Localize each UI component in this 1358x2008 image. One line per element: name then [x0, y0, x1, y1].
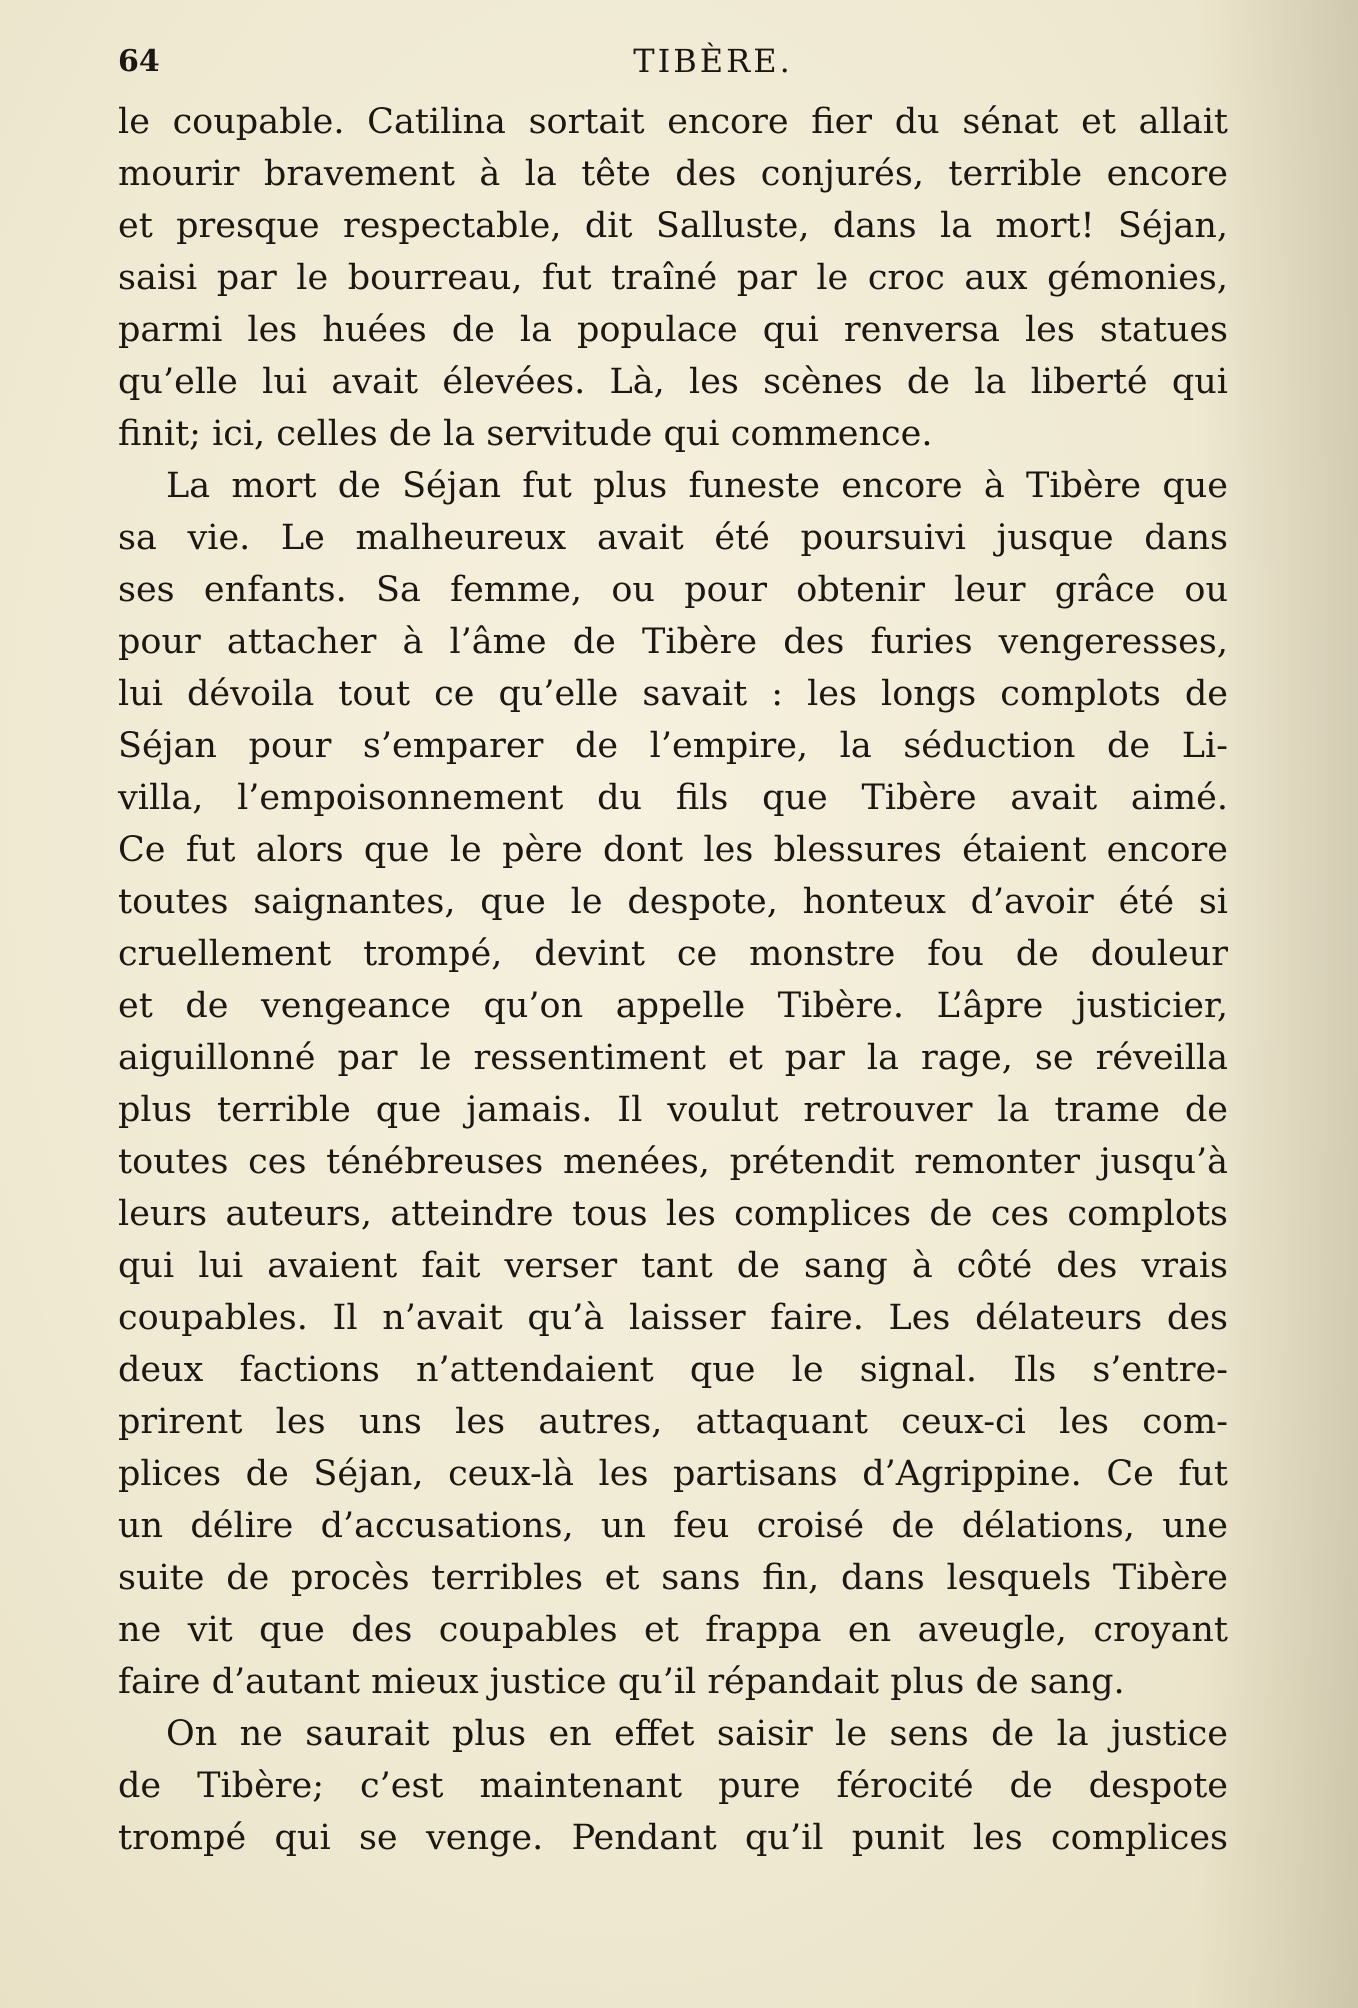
text-line: Ce fut alors que le père dont les blessures étaient encore [118, 830, 1228, 870]
page-header [118, 40, 1248, 90]
text-line: villa, l’empoisonnement du fils que Tibère avait aimé. [118, 778, 1228, 818]
page-number: 64 [118, 44, 160, 79]
running-head: TIBÈRE. [633, 42, 793, 80]
text-line: pour attacher à l’âme de Tibère des furies vengeresses, [118, 622, 1228, 662]
text-line: coupables. Il n’avait qu’à laisser faire. Les délateurs des [118, 1298, 1228, 1338]
text-line: faire d’autant mieux justice qu’il répandait plus de sang. [118, 1662, 1125, 1702]
text-line: aiguillonné par le ressentiment et par la rage, se réveilla [118, 1038, 1228, 1078]
text-line: suite de procès terribles et sans fin, dans lesquels Tibère [118, 1558, 1228, 1598]
text-line: mourir bravement à la tête des conjurés, terrible encore [118, 154, 1228, 194]
text-line: le coupable. Catilina sortait encore fier du sénat et allait [118, 102, 1228, 142]
text-line: La mort de Séjan fut plus funeste encore à Tibère que [166, 466, 1228, 506]
text-line: et de vengeance qu’on appelle Tibère. L’âpre justicier, [118, 986, 1228, 1026]
text-line: plices de Séjan, ceux-là les partisans d’Agrippine. Ce fut [118, 1454, 1228, 1494]
text-line: et presque respectable, dit Salluste, dans la mort! Séjan, [118, 206, 1228, 246]
text-line: deux factions n’attendaient que le signal. Ils s’entre- [118, 1350, 1228, 1390]
text-line: qui lui avaient fait verser tant de sang à côté des vrais [118, 1246, 1228, 1286]
text-line: toutes saignantes, que le despote, honteux d’avoir été si [118, 882, 1228, 922]
text-line: plus terrible que jamais. Il voulut retrouver la trame de [118, 1090, 1228, 1130]
text-line: finit; ici, celles de la servitude qui commence. [118, 414, 933, 454]
text-line: qu’elle lui avait élevées. Là, les scènes de la liberté qui [118, 362, 1228, 402]
text-line: saisi par le bourreau, fut traîné par le croc aux gémonies, [118, 258, 1228, 298]
text-line: toutes ces ténébreuses menées, prétendit remonter jusqu’à [118, 1142, 1228, 1182]
text-line: un délire d’accusations, un feu croisé de délations, une [118, 1506, 1228, 1546]
text-line: parmi les huées de la populace qui renversa les statues [118, 310, 1228, 350]
text-line: ne vit que des coupables et frappa en aveugle, croyant [118, 1610, 1228, 1650]
text-line: cruellement trompé, devint ce monstre fou de douleur [118, 934, 1228, 974]
text-line: prirent les uns les autres, attaquant ceux-ci les com- [118, 1402, 1228, 1442]
text-line: leurs auteurs, atteindre tous les complices de ces complots [118, 1194, 1228, 1234]
text-line: lui dévoila tout ce qu’elle savait : les longs complots de [118, 674, 1228, 714]
text-line: On ne saurait plus en effet saisir le sens de la justice [166, 1714, 1228, 1754]
text-line: sa vie. Le malheureux avait été poursuivi jusque dans [118, 518, 1228, 558]
text-line: ses enfants. Sa femme, ou pour obtenir leur grâce ou [118, 570, 1228, 610]
text-line: de Tibère; c’est maintenant pure férocité de despote [118, 1766, 1228, 1806]
body-text [118, 96, 1228, 1864]
text-line: trompé qui se venge. Pendant qu’il punit les complices [118, 1818, 1228, 1858]
text-line: Séjan pour s’emparer de l’empire, la séduction de Li- [118, 726, 1228, 766]
